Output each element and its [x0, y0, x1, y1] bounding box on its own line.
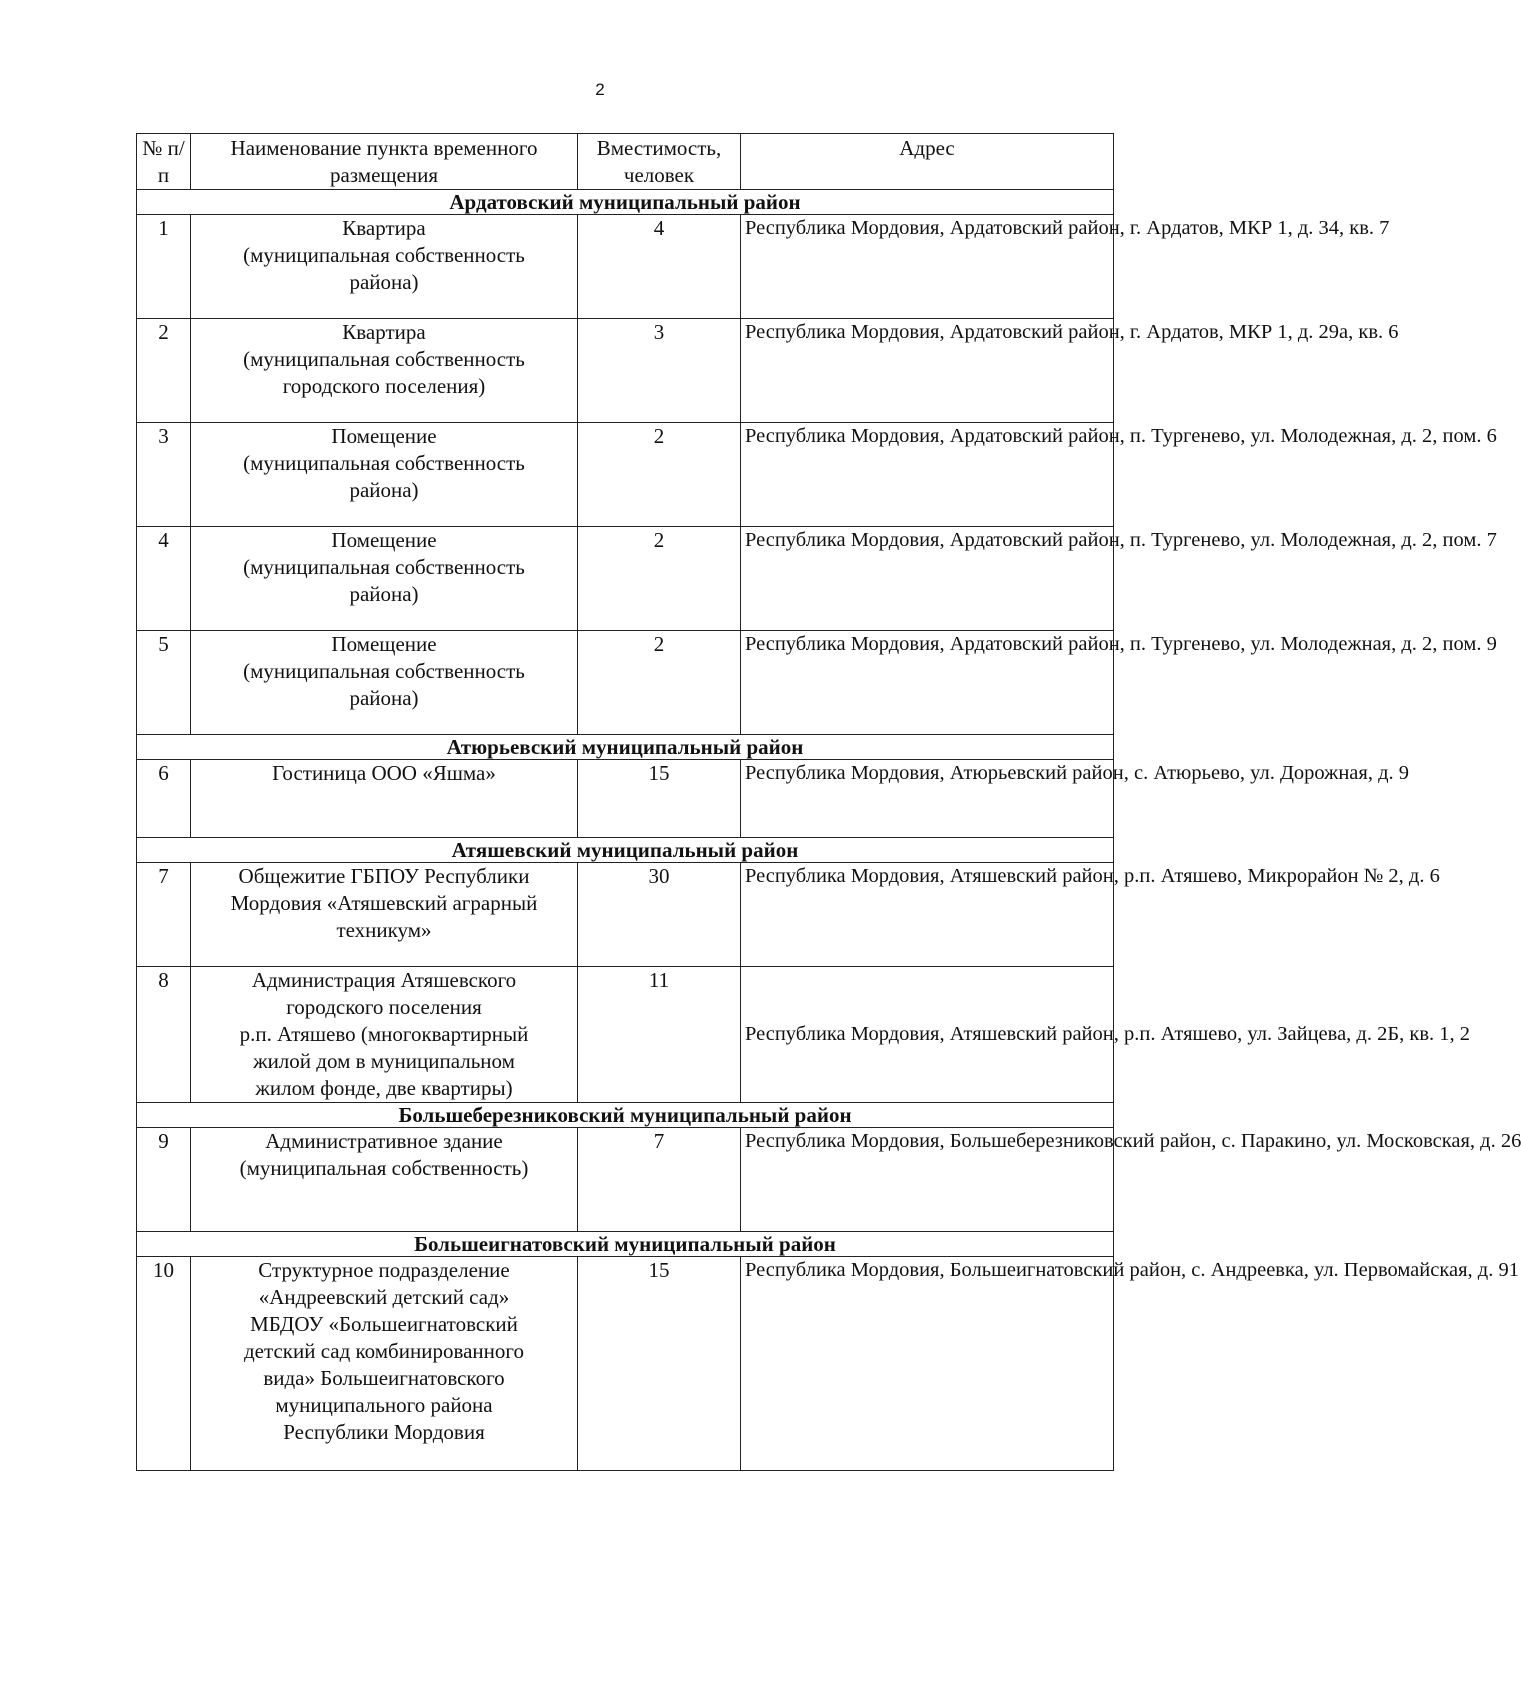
row-address: Республика Мордовия, Ардатовский район, г. Ардатов, МКР 1, д. 34, кв. 7	[741, 215, 1114, 319]
region-title: Атяшевский муниципальный район	[137, 838, 1114, 863]
row-num: 9	[137, 1128, 191, 1232]
row-capacity: 4	[578, 215, 741, 319]
shelters-table	[136, 133, 1521, 1471]
table-row	[137, 760, 1114, 838]
region-title: Большеигнатовский муниципальный район	[137, 1232, 1114, 1257]
row-name: Общежитие ГБПОУ Республики Мордовия «Атяшевский аграрный техникум»	[191, 863, 578, 967]
row-num: 2	[137, 319, 191, 423]
row-num: 3	[137, 423, 191, 527]
row-name: Административное здание (муниципальная собственность)	[191, 1128, 578, 1232]
page-number: 2	[595, 80, 605, 99]
row-num: 6	[137, 760, 191, 838]
region-title: Ардатовский муниципальный район	[137, 190, 1114, 215]
header-address: Адрес	[741, 134, 1114, 190]
row-name: Гостиница ООО «Яшма»	[191, 760, 578, 838]
region-row	[137, 1103, 1114, 1128]
row-address: Республика Мордовия, Атюрьевский район, с. Атюрьево, ул. Дорожная, д. 9	[741, 760, 1114, 838]
row-capacity: 30	[578, 863, 741, 967]
row-address: Республика Мордовия, Большеберезниковский район, с. Паракино, ул. Московская, д. 26	[741, 1128, 1114, 1232]
row-num: 5	[137, 631, 191, 735]
table-header-row	[137, 134, 1114, 190]
region-row	[137, 190, 1114, 215]
row-capacity: 11	[578, 967, 741, 1103]
row-address: Республика Мордовия, Большеигнатовский район, с. Андреевка, ул. Первомайская, д. 91	[741, 1257, 1114, 1471]
row-capacity: 7	[578, 1128, 741, 1232]
row-capacity: 15	[578, 1257, 741, 1471]
region-row	[137, 838, 1114, 863]
row-capacity: 15	[578, 760, 741, 838]
row-num: 4	[137, 527, 191, 631]
row-name: Квартира (муниципальная собственность городского поселения)	[191, 319, 578, 423]
table-row	[137, 1128, 1114, 1232]
row-name: Помещение (муниципальная собственность района)	[191, 527, 578, 631]
header-name: Наименование пункта временного размещения	[191, 134, 578, 190]
row-num: 10	[137, 1257, 191, 1471]
row-name: Помещение (муниципальная собственность района)	[191, 631, 578, 735]
region-title: Большеберезниковский муниципальный район	[137, 1103, 1114, 1128]
header-num: № п/п	[137, 134, 191, 190]
row-name: Помещение (муниципальная собственность района)	[191, 423, 578, 527]
row-address: Республика Мордовия, Ардатовский район, п. Тургенево, ул. Молодежная, д. 2, пом. 9	[741, 631, 1114, 735]
row-capacity: 2	[578, 423, 741, 527]
table-row	[137, 215, 1114, 319]
row-num: 7	[137, 863, 191, 967]
table-row	[137, 967, 1114, 1103]
table-row	[137, 863, 1114, 967]
region-row	[137, 1232, 1114, 1257]
row-capacity: 3	[578, 319, 741, 423]
header-capacity: Вместимость, человек	[578, 134, 741, 190]
row-name: Структурное подразделение «Андреевский детский сад» МБДОУ «Большеигнатовский детский сад комбинированного вида» Большеигнатовского муниципального района Республики Мордовия	[191, 1257, 578, 1471]
table-row	[137, 319, 1114, 423]
row-address: Республика Мордовия, Атяшевский район, р.п. Атяшево, Микрорайон № 2, д. 6	[741, 863, 1114, 967]
table-row	[137, 1257, 1114, 1471]
region-row	[137, 735, 1114, 760]
table-row	[137, 631, 1114, 735]
region-title: Атюрьевский муниципальный район	[137, 735, 1114, 760]
row-name: Квартира (муниципальная собственность района)	[191, 215, 578, 319]
row-capacity: 2	[578, 527, 741, 631]
row-num: 8	[137, 967, 191, 1103]
row-num: 1	[137, 215, 191, 319]
row-address: Республика Мордовия, Атяшевский район, р.п. Атяшево, ул. Зайцева, д. 2Б, кв. 1, 2	[741, 967, 1114, 1103]
row-address: Республика Мордовия, Ардатовский район, п. Тургенево, ул. Молодежная, д. 2, пом. 6	[741, 423, 1114, 527]
row-address: Республика Мордовия, Ардатовский район, п. Тургенево, ул. Молодежная, д. 2, пом. 7	[741, 527, 1114, 631]
row-address: Республика Мордовия, Ардатовский район, г. Ардатов, МКР 1, д. 29а, кв. 6	[741, 319, 1114, 423]
table-row	[137, 423, 1114, 527]
row-name: Администрация Атяшевского городского поселения р.п. Атяшево (многоквартирный жилой дом в муниципальном жилом фонде, две квартиры)	[191, 967, 578, 1103]
row-capacity: 2	[578, 631, 741, 735]
table-row	[137, 527, 1114, 631]
